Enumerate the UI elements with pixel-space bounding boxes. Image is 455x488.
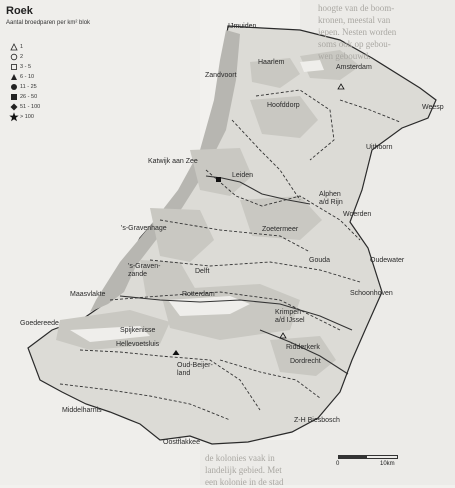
scale-label-zero: 0	[336, 461, 340, 467]
page-text-line: de kolonies vaak in	[205, 453, 275, 463]
label-oudewater: Oudewater	[370, 257, 405, 264]
map-title: Roek	[6, 5, 33, 17]
map-subtitle: Aantal broedparen per km² blok	[6, 20, 91, 26]
label-goedereede: Goedereede	[20, 320, 59, 327]
label-haarlem: Haarlem	[258, 59, 285, 66]
legend-label: 11 - 25	[20, 84, 37, 90]
label-gravenhage: 's-Gravenhage	[121, 225, 167, 232]
page-text-line: hoogte van de boom-	[318, 3, 395, 13]
page-text-bottom	[205, 452, 325, 488]
legend-item	[8, 62, 40, 72]
legend-label: > 100	[20, 114, 34, 120]
legend-item	[8, 112, 40, 122]
page-text-line: wen gebouwd.	[318, 51, 371, 61]
legend-item	[8, 52, 40, 62]
page-text-line: een kolonie in de stad	[205, 477, 284, 487]
label-rotterdam: Rotterdam	[182, 291, 215, 298]
label-oudbeijerland: Oud-Beijer- land	[177, 362, 213, 377]
star-filled-icon	[8, 112, 20, 122]
label-krimpen: Krimpen a/d IJssel	[275, 309, 305, 324]
legend-label: 1	[20, 44, 24, 50]
legend	[8, 42, 40, 122]
label-amsterdam: Amsterdam	[336, 64, 372, 71]
circle-filled-icon	[8, 83, 20, 91]
triangle-filled-icon	[8, 73, 20, 81]
legend-label: 26 - 50	[20, 94, 38, 100]
diamond-filled-icon	[8, 103, 20, 111]
label-katwijk: Katwijk aan Zee	[148, 158, 198, 165]
triangle-open-icon	[8, 43, 20, 51]
label-oostflakkee: Oostflakkee	[163, 439, 200, 446]
legend-label: 2	[20, 54, 24, 60]
marker-leiden	[216, 177, 221, 182]
label-weesp: Weesp	[422, 104, 444, 111]
label-ijmuiden: IJmuiden	[228, 23, 257, 30]
label-zandvoort: Zandvoort	[205, 72, 237, 79]
label-spijkenisse: Spijkenisse	[120, 327, 156, 334]
label-middelharnis: Middelharnis	[62, 407, 102, 414]
square-filled-icon	[8, 93, 20, 101]
label-maasvlakte: Maasvlakte	[70, 291, 106, 298]
legend-label: 51 - 100	[20, 104, 41, 110]
page-text-line: soms ook op gebou-	[318, 39, 391, 49]
label-woerden: Woerden	[343, 211, 372, 218]
legend-item	[8, 42, 40, 52]
circle-open-icon	[8, 53, 20, 61]
page-text-line: kronen, meestal van	[318, 15, 391, 25]
label-uithoorn: Uithoorn	[366, 144, 393, 151]
label-gravenzande: 's-Graven- zande	[128, 263, 161, 278]
label-zhbiesbosch: Z-H Biesbosch	[294, 417, 340, 424]
legend-label: 3 - 5	[20, 64, 32, 70]
label-alphen: Alphen a/d Rijn	[319, 191, 343, 206]
label-leiden: Leiden	[232, 172, 254, 179]
label-zoetermeer: Zoetermeer	[262, 226, 299, 233]
legend-item	[8, 92, 40, 102]
square-open-icon	[8, 63, 20, 71]
label-ridderkerk: Ridderkerk	[286, 344, 320, 351]
scale-bar-graphic	[338, 455, 398, 459]
label-dordrecht: Dordrecht	[290, 358, 321, 365]
legend-label: 6 - 10	[20, 74, 35, 80]
legend-item	[8, 72, 40, 82]
page-text-right	[318, 2, 453, 62]
page-text-line: iepen. Nesten worden	[318, 27, 397, 37]
label-schoonhoven: Schoonhoven	[350, 290, 393, 297]
label-gouda: Gouda	[309, 257, 331, 264]
legend-item	[8, 82, 40, 92]
scale-label-ten: 10km	[380, 461, 395, 467]
label-hoofddorp: Hoofddorp	[267, 102, 300, 109]
label-delft: Delft	[195, 268, 210, 275]
legend-item	[8, 102, 40, 112]
label-hellevoetsluis: Hellevoetsluis	[116, 341, 160, 348]
page-text-line: landelijk gebied. Met	[205, 465, 282, 475]
